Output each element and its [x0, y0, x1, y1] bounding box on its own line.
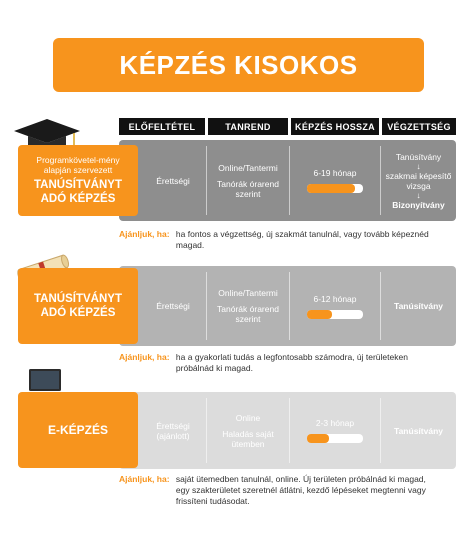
row1-duration-fill	[307, 184, 355, 193]
row3-side-title: E-KÉPZÉS	[47, 423, 108, 437]
row2-result: Tanúsítvány	[394, 301, 443, 311]
column-header-prereq: ELŐFELTÉTEL	[119, 118, 205, 135]
row3-recommendation: Ajánljuk, ha: saját ütemedben tanulnál, online. Új területen próbálnád ki magad, egy szakterületet szeretnél átlátni, kezdő lépéseket megtenni vagy frissíteni tudásodat.	[119, 474, 426, 506]
row2-side-block	[18, 268, 138, 344]
row2-duration-bar	[307, 310, 363, 319]
column-header-schedule: TANREND	[208, 118, 288, 135]
row2-recommendation: Ajánljuk, ha: ha a gyakorlati tudás a legfontosabb számodra, új területeken próbálnád ki magad.	[119, 352, 408, 373]
column-header-result: VÉGZETTSÉG	[382, 118, 456, 135]
row2-schedule: Online/Tantermi Tanórák órarend szerint	[217, 288, 279, 324]
row1-result: Tanúsítvány ↓ szakmai képesítő vizsga ↓ Bizonyítvány	[385, 151, 452, 210]
row1-duration-bar	[307, 184, 363, 193]
row1-side-block	[18, 145, 138, 216]
row2-side-title: TANÚSÍTVÁNYT ADÓ KÉPZÉS	[34, 293, 122, 319]
row2-duration-fill	[307, 310, 332, 319]
row2-prereq: Érettségi	[156, 301, 190, 311]
page-title: KÉPZÉS KISOKOS	[119, 49, 358, 80]
row3-side-block	[18, 392, 138, 468]
row1-side-title: TANÚSÍTVÁNYT ADÓ KÉPZÉS	[34, 179, 122, 205]
row2-duration: 6-12 hónap	[290, 266, 380, 346]
column-header-duration: KÉPZÉS HOSSZA	[291, 118, 379, 135]
row1-schedule: Online/Tantermi Tanórák órarend szerint	[217, 162, 279, 199]
row1-duration: 6-19 hónap	[290, 140, 380, 221]
row3-result: Tanúsítvány	[394, 425, 443, 436]
down-arrow-icon: ↓	[416, 161, 421, 171]
row3-duration: 2-3 hónap	[290, 392, 380, 469]
row1-recommendation: Ajánljuk, ha: ha fontos a végzettség, új szakmát tanulnál, vagy tovább képeznéd magad.	[119, 229, 429, 250]
row1-side-sub: Programkövetel-mény alapján szervezett	[36, 155, 120, 175]
row3-duration-fill	[307, 434, 329, 443]
down-arrow-icon: ↓	[416, 190, 421, 200]
row3-schedule: Online Haladás saját ütemben	[222, 412, 274, 449]
row1-prereq: Érettségi	[156, 175, 190, 186]
title-banner	[53, 38, 424, 92]
row3-prereq: Érettségi (ajánlott)	[156, 420, 190, 441]
row3-duration-bar	[307, 434, 363, 443]
